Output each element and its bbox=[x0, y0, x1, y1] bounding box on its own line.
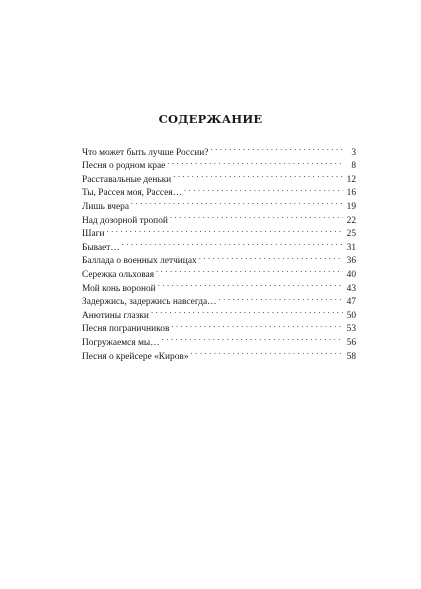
toc-entry-page: 50 bbox=[346, 310, 356, 321]
toc-entry-page: 19 bbox=[346, 201, 356, 212]
toc-entry-title: Расставальные деньки bbox=[82, 174, 172, 185]
toc-entry-title: Песня о родном крае bbox=[82, 161, 166, 172]
toc-entry-title: Анютины глазки bbox=[82, 310, 149, 321]
toc-entry[interactable] bbox=[82, 141, 356, 158]
dot-leader bbox=[210, 141, 343, 155]
dot-leader bbox=[106, 223, 343, 237]
toc-entry-page: 3 bbox=[351, 147, 356, 158]
dot-leader bbox=[170, 209, 343, 223]
toc-entry-title: Бывает… bbox=[82, 242, 120, 253]
dot-leader bbox=[171, 318, 343, 332]
dot-leader bbox=[158, 277, 343, 291]
toc-entry-page: 25 bbox=[346, 229, 356, 240]
toc-entry-title: Над дозорной тропой bbox=[82, 215, 168, 226]
toc-entry[interactable] bbox=[82, 236, 356, 253]
toc-entry-page: 53 bbox=[346, 324, 356, 335]
toc-entry[interactable] bbox=[82, 223, 356, 240]
dot-leader bbox=[184, 182, 343, 196]
toc-entry-title: Сережка ольховая bbox=[82, 269, 155, 280]
toc-entry-page: 31 bbox=[346, 242, 356, 253]
toc-entry-page: 8 bbox=[351, 161, 356, 172]
toc-entry-page: 58 bbox=[346, 351, 356, 362]
dot-leader bbox=[173, 168, 343, 182]
dot-leader bbox=[151, 304, 343, 318]
toc-list bbox=[82, 141, 356, 362]
toc-entry-page: 22 bbox=[346, 215, 356, 226]
toc-entry-title: Песня о крейсере «Киров» bbox=[82, 351, 189, 362]
dot-leader bbox=[191, 345, 343, 359]
toc-entry-page: 36 bbox=[346, 256, 356, 267]
toc-entry-page: 47 bbox=[346, 297, 356, 308]
toc-entry-title: Песня пограничников bbox=[82, 324, 170, 335]
toc-entry-page: 40 bbox=[346, 269, 356, 280]
dot-leader bbox=[122, 236, 343, 250]
dot-leader bbox=[131, 195, 343, 209]
dot-leader bbox=[199, 250, 343, 264]
dot-leader bbox=[167, 155, 343, 169]
dot-leader bbox=[219, 291, 343, 305]
toc-entry-title: Баллада о военных летчицах bbox=[82, 256, 197, 267]
toc-entry-page: 43 bbox=[346, 283, 356, 294]
toc-entry-title: Что может быть лучше России? bbox=[82, 147, 209, 158]
toc-entry[interactable] bbox=[82, 250, 356, 267]
toc-entry-page: 12 bbox=[346, 174, 356, 185]
dot-leader bbox=[162, 331, 343, 345]
toc-entry-page: 56 bbox=[346, 337, 356, 348]
toc-entry-title: Мой конь вороной bbox=[82, 283, 156, 294]
toc-entry-title: Лишь вчера bbox=[82, 201, 130, 212]
toc-heading: СОДЕРЖАНИЕ bbox=[158, 112, 263, 126]
dot-leader bbox=[156, 263, 343, 277]
toc-entry-title: Погружаемся мы… bbox=[82, 337, 160, 348]
toc-entry-title: Ты, Рассея моя, Рассея… bbox=[82, 188, 182, 199]
toc-entry-page: 16 bbox=[346, 188, 356, 199]
toc-entry-title: Шаги bbox=[82, 229, 105, 240]
toc-entry-title: Задержись, задержись навсегда… bbox=[82, 297, 217, 308]
